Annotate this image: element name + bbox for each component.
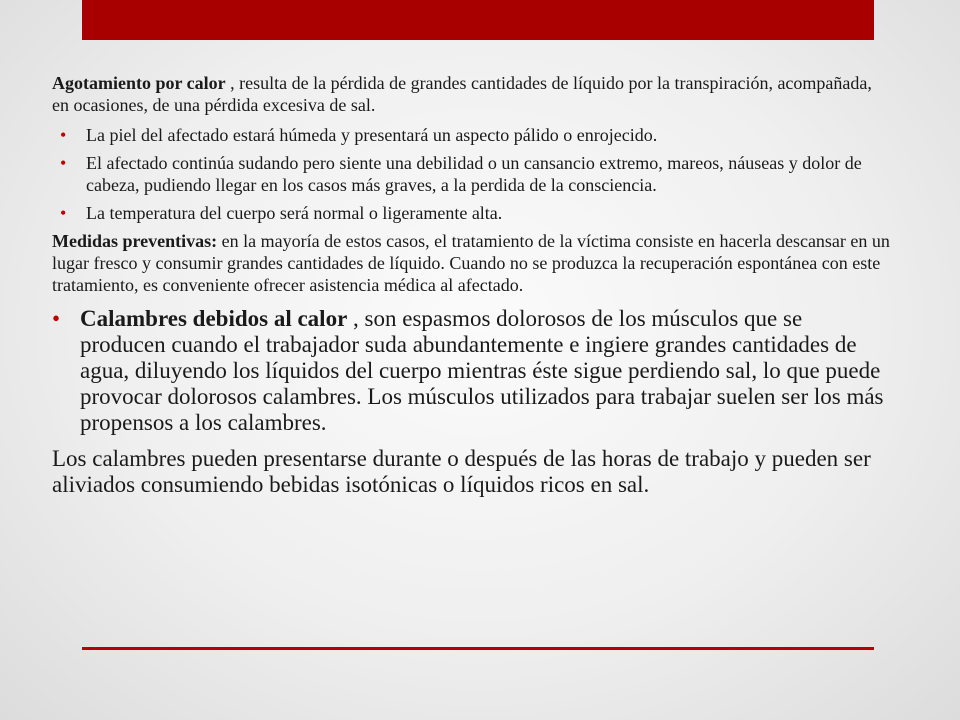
preventive-measures-heading: Medidas preventivas:: [52, 231, 218, 251]
heat-exhaustion-heading: Agotamiento por calor: [52, 73, 226, 93]
list-item-text: El afectado continúa sudando pero siente una debilidad o un cansancio extremo, mareos, náuseas y dolor de cabeza, pudiendo llegar en los casos más graves, a la perdida de la consciencia.: [86, 153, 862, 195]
list-item: [60, 152, 892, 196]
bottom-accent-line: [82, 647, 874, 650]
list-item-text: La piel del afectado estará húmeda y presentará un aspecto pálido o enrojecido.: [86, 125, 658, 145]
bullet-icon: •: [60, 153, 67, 173]
heat-exhaustion-paragraph: [52, 72, 892, 116]
heat-cramps-text: , son espasmos dolorosos de los músculos que se producen cuando el trabajador suda abundantemente e ingiere grandes cantidades de agua, diluyendo los líquidos del cuerpo mientras éste sigue perdiendo sal, lo que puede provocar dolorosos calambres. Los músculos utilizados para trabajar suelen ser los más propensos a los calambres.: [80, 306, 884, 435]
cramps-relief-paragraph: Los calambres pueden presentarse durante o después de las horas de trabajo y pueden ser aliviados consumiendo bebidas isotónicas o líquidos ricos en sal.: [52, 446, 871, 497]
heat-cramps-item: [52, 306, 892, 436]
top-accent-bar: [82, 0, 874, 40]
bullet-icon: •: [60, 125, 67, 145]
heat-exhaustion-text: , resulta de la pérdida de grandes cantidades de líquido por la transpiración, acompañada, en ocasiones, de una pérdida excesiva de sal.: [52, 73, 872, 115]
list-item: [60, 124, 892, 146]
bullet-icon: •: [60, 203, 67, 223]
bullet-icon: •: [52, 306, 61, 331]
symptom-list: [52, 124, 892, 224]
preventive-measures-paragraph: [52, 230, 892, 296]
preventive-measures-text: en la mayoría de estos casos, el tratamiento de la víctima consiste en hacerla descansar en un lugar fresco y consumir grandes cantidades de líquido. Cuando no se produzca la recuperación espontánea con este tratamiento, es conveniente ofrecer asistencia médica al afectado.: [52, 231, 890, 295]
list-item-text: La temperatura del cuerpo será normal o ligeramente alta.: [86, 203, 503, 223]
slide-content: [52, 72, 892, 498]
list-item: [60, 202, 892, 224]
heat-cramps-heading: Calambres debidos al calor: [80, 306, 348, 331]
